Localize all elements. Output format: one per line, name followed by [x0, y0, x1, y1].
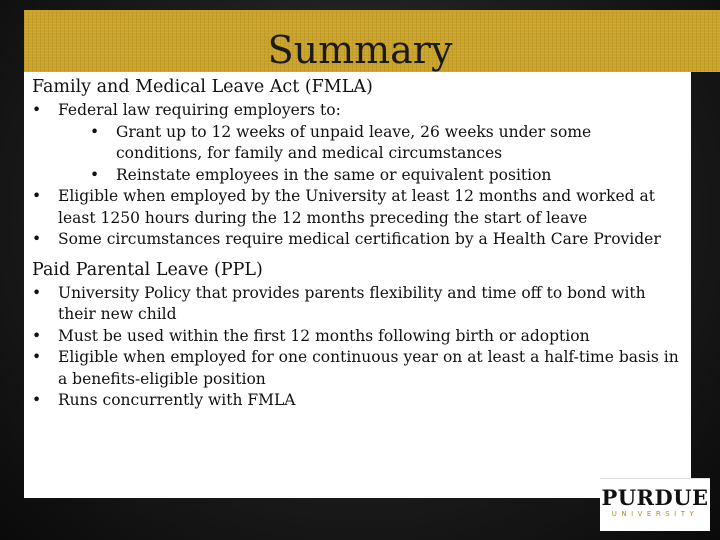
fmla-sub-bullet: • Grant up to 12 weeks of unpaid leave, 26 weeks under some conditions, for family and medical circumstances — [32, 122, 682, 165]
ppl-section — [32, 257, 682, 412]
fmla-bullets — [32, 100, 682, 251]
purdue-logo — [600, 478, 710, 531]
ppl-bullets — [32, 283, 682, 412]
ppl-bullet: • Must be used within the first 12 months following birth or adoption — [32, 326, 682, 348]
logo-subtitle: UNIVERSITY — [611, 510, 699, 518]
fmla-heading: Family and Medical Leave Act (FMLA) — [32, 77, 373, 97]
fmla-section — [32, 74, 682, 251]
fmla-sub-bullet: • Reinstate employees in the same or equivalent position — [32, 165, 682, 187]
ppl-bullet: • Eligible when employed for one continuous year on at least a half-time basis in a benefits-eligible position — [32, 347, 682, 390]
fmla-bullet: • Some circumstances require medical certification by a Health Care Provider — [32, 229, 682, 251]
ppl-bullet: • Runs concurrently with FMLA — [32, 390, 682, 412]
slide-title: Summary — [267, 28, 453, 72]
slide-content — [32, 74, 682, 412]
ppl-bullet: • University Policy that provides parents flexibility and time off to bond with their new child — [32, 283, 682, 326]
fmla-bullet: • Eligible when employed by the University at least 12 months and worked at least 1250 hours during the 12 months preceding the start of leave — [32, 186, 682, 229]
fmla-bullet: • Federal law requiring employers to: — [32, 100, 682, 122]
logo-wordmark: PURDUE — [601, 485, 709, 510]
ppl-heading: Paid Parental Leave (PPL) — [32, 259, 263, 280]
